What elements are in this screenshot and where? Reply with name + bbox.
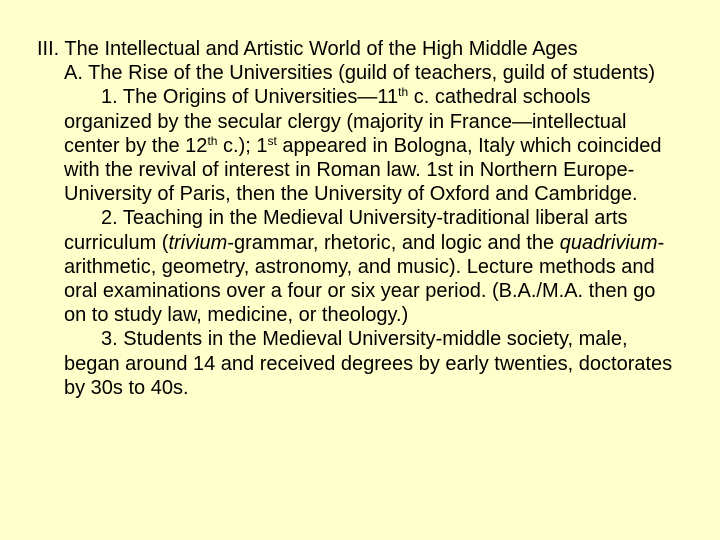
point-2-term-quadrivium: quadrivium [559,231,658,254]
outline-point-2 [37,206,677,327]
point-1-sup-2: th [207,133,218,148]
point-2-text-a: 2. Teaching in the Medieval University-traditional liberal arts curriculum ( [64,207,628,254]
outline-subheading: A. The Rise of the Universities (guild of teachers, guild of students) [64,62,656,85]
point-1-sup-3: st [267,133,277,148]
point-1-text-a: 1. The Origins of Universities—11 [101,86,399,109]
outline-point-1 [37,85,677,206]
point-2-text-b: -grammar, rhetoric, and logic and the [227,231,560,254]
point-2-text-c: -arithmetic, geometry, astronomy, and music). Lecture methods and oral examinations over a four or six year period. (B.A./M.A. then go on to study law, medicine, or theology.) [64,231,665,327]
outline-heading: III. The Intellectual and Artistic World of the High Middle Ages [37,38,578,60]
point-1-text-b: c. cathedral schools organized by the secular clergy (majority in France—intellectual center by the 12 [64,86,627,157]
slide-content [37,37,677,400]
point-1-text-d: appeared in Bologna, Italy which coincided with the revival of interest in Roman law. 1st in Northern Europe-University of Paris, then the University of Oxford and Cambridge. [64,134,662,206]
point-1-text-c: c.); 1 [217,134,268,157]
point-1-sup-1: th [398,85,409,100]
outline-point-3: 3. Students in the Medieval University-middle society, male, began around 14 and received degrees by early twenties, doctorates by 30s to 40s. [64,328,673,399]
point-2-term-trivium: trivium [168,231,228,254]
